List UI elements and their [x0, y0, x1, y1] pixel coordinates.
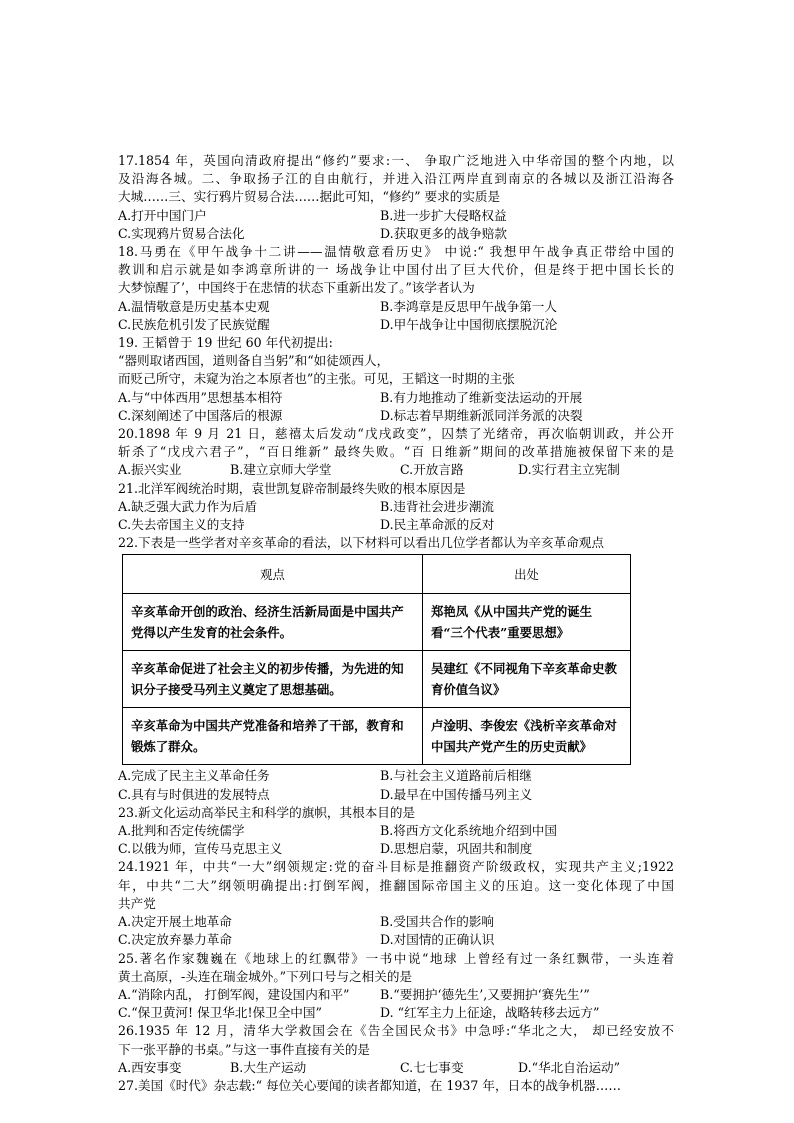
question-stem-line: 19. 王韬曾于 19 世纪 60 年代初提出: [118, 335, 333, 351]
answer-options [118, 822, 674, 858]
option-c: C.“保卫黄河! 保卫华北!保卫全中国” [118, 1005, 322, 1021]
table-header-source: 出处 [423, 555, 631, 594]
question-stem-line: 斩杀了“戊戌六君子”，“百日维新” 最终失败。“百 日维新”期间的改革措施被保留下来的是 [118, 444, 674, 460]
option-b: B.进一步扩大侵略权益 [380, 207, 507, 223]
option-b: B.大生产运动 [230, 1059, 307, 1075]
question-26 [118, 1022, 674, 1077]
question-24 [118, 858, 674, 949]
option-a: A.“消除内乱， 打倒军阀，建设国内和平” [118, 986, 350, 1002]
option-d: D.最早在中国传播马列主义 [380, 786, 533, 802]
option-b: B.将西方文化系统地介绍到中国 [380, 823, 557, 839]
question-stem-line: 21.北洋军阀统治时期，袁世凯复辟帝制最终失败的根本原因是 [118, 480, 466, 496]
question-stem-line: 22.下表是一些学者对辛亥革命的看法，以下材料可以看出几位学者都认为辛亥革命观点 [118, 535, 604, 551]
answer-options [118, 767, 674, 803]
question-stem-line: 20.1898 年 9 月 21 日，慈禧太后发动“戊戌政变”，囚禁了光绪帝，再次临朝训政，并公开 [118, 426, 674, 442]
table-row [123, 708, 631, 765]
answer-options [118, 986, 674, 1022]
option-b: B.与社会主义道路前后相继 [380, 768, 532, 784]
question-stem-line: 及沿海各城。二、争取扬子江的自由航行，并进入沿江两岸直到南京的各城以及浙江沿海各 [118, 171, 674, 187]
option-a: A.振兴实业 [118, 462, 182, 478]
answer-options [118, 498, 674, 534]
option-c: C.深刻阐述了中国落后的根源 [118, 407, 283, 423]
option-a: A.打开中国门户 [118, 207, 207, 223]
question-stem-line: 23.新文化运动高举民主和科学的旗帜，其根本目的是 [118, 804, 416, 820]
viewpoint-table [122, 554, 631, 765]
option-d: D.思想启蒙，巩固共和制度 [380, 841, 533, 857]
option-d: D.对国情的正确认识 [380, 932, 495, 948]
answer-options [118, 913, 674, 949]
question-stem-line: “器则取诸西国，道则备自当躬”和“如徒颂西人， [118, 353, 390, 369]
question-18 [118, 243, 674, 334]
question-stem-line: 17.1854 年，英国向清政府提出“修约”要求:一、 争取广泛地进入中华帝国的整个内地，以 [118, 153, 674, 168]
option-b: B.李鸿章是反思甲午战争第一人 [380, 298, 557, 314]
option-a: A.与“中体西用”思想基本相符 [118, 389, 283, 405]
answer-options [118, 461, 674, 479]
question-stem-line: 而贬己所守，未窥为治之本原者也”的主张。可见，王韬这一时期的主张 [118, 371, 515, 387]
question-stem-line: 下一张平静的书桌。”与这一事件直接有关的是 [118, 1041, 371, 1057]
option-d: D.“华北自治运动” [518, 1059, 621, 1075]
option-a: A.完成了民主主义革命任务 [118, 768, 270, 784]
option-a: A.决定开展土地革命 [118, 914, 232, 930]
table-cell-source: 卢淦明、李俊宏《浅析辛亥革命对中国共产党产生的历史贡献》 [423, 708, 631, 765]
answer-options [118, 207, 674, 243]
option-b: B.“要拥护‘德先生’,又要拥护‘赛先生’” [380, 986, 590, 1002]
option-d: D.甲午战争让中国彻底摆脱沉沦 [380, 316, 558, 332]
table-header-viewpoint: 观点 [123, 555, 423, 594]
question-stem-line: 大城……三、实行鸦片贸易合法……据此可知，“修约” 要求的实质是 [118, 189, 501, 205]
option-c: C.七七事变 [400, 1059, 464, 1075]
option-b: B.违背社会进步潮流 [380, 498, 495, 514]
answer-options [118, 1059, 674, 1077]
option-a: A.温情敬意是历史基本史观 [118, 298, 270, 314]
table-cell-source: 吴建红《不同视角下辛亥革命史教育价值刍议》 [423, 651, 631, 708]
question-17 [118, 152, 674, 243]
option-b: B.受国共合作的影响 [380, 914, 495, 930]
question-stem-line: 26.1935 年 12 月，清华大学救国会在《告全国民众书》中急呼:“华北之大， 却已经安放不 [118, 1023, 674, 1039]
option-a: A.西安事变 [118, 1059, 182, 1075]
question-stem-line: 年，中共“二大”纲领明确提出:打倒军阀，推翻国际帝国主义的压迫。这一变化体现了中国 [118, 877, 674, 893]
question-stem-line: 25.著名作家魏巍在《地球上的红飘带》一书中说“地球 上曾经有过一条红飘带，一头连着 [118, 950, 674, 966]
answer-options [118, 389, 674, 425]
table-header-row [123, 555, 631, 594]
question-stem-line: 教训和启示就是如李鸿章所讲的一 场战争让中国付出了巨大代价，但是终于把中国长长的 [118, 262, 674, 278]
option-c: C.以俄为师，宣传马克思主义 [118, 841, 283, 857]
table-row [123, 651, 631, 708]
question-21 [118, 480, 674, 535]
option-d: D. “红军主力上征途，战略转移去远方” [380, 1005, 600, 1021]
question-25 [118, 950, 674, 1023]
option-d: D.实行君主立宪制 [518, 462, 620, 478]
table-cell-viewpoint: 辛亥革命为中国共产党准备和培养了干部，教育和锻炼了群众。 [123, 708, 423, 765]
question-stem-line: 27.美国《时代》杂志载:“ 每位关心要闻的读者都知道，在 1937 年，日本的战争机器…… [118, 1077, 621, 1093]
option-d: D.标志着早期维新派同洋务派的决裂 [380, 407, 583, 423]
table-cell-viewpoint: 辛亥革命开创的政治、经济生活新局面是中国共产党得以产生发育的社会条件。 [123, 594, 423, 651]
option-c: C.开放言路 [400, 462, 464, 478]
question-stem-line: 共产党 [118, 895, 156, 911]
question-27 [118, 1077, 674, 1095]
option-c: C.实现鸦片贸易合法化 [118, 225, 245, 241]
option-a: A.批判和否定传统儒学 [118, 823, 245, 839]
question-19 [118, 334, 674, 425]
question-20 [118, 425, 674, 480]
question-23 [118, 804, 674, 859]
option-c: C.决定放弃暴力革命 [118, 932, 232, 948]
question-stem-line: 18.马勇在《甲午战争十二讲——温情敬意看历史》 中说:“ 我想甲午战争真正带给中国的 [118, 244, 674, 260]
answer-options [118, 298, 674, 334]
option-c: C.失去帝国主义的支持 [118, 517, 245, 533]
option-c: C.具有与时俱进的发展特点 [118, 786, 270, 802]
question-stem-line: 黄土高原，-头连在瑞金城外。”下列口号与之相关的是 [118, 968, 413, 984]
option-b: B.建立京师大学堂 [230, 462, 332, 478]
option-c: C.民族危机引发了民族觉醒 [118, 316, 270, 332]
question-22 [118, 534, 674, 804]
table-cell-source: 郑艳凤《从中国共产党的诞生看“三个代表”重要思想》 [423, 594, 631, 651]
option-a: A.缺乏强大武力作为后盾 [118, 498, 258, 514]
table-cell-viewpoint: 辛亥革命促进了社会主义的初步传播，为先进的知识分子接受马列主义奠定了思想基础。 [123, 651, 423, 708]
question-stem-line: 大梦惊醒了’，中国终于在悲情的状态下重新出发了。”该学者认为 [118, 280, 475, 296]
question-stem-line: 24.1921 年，中共“一大”纲领规定:党的奋斗目标是推翻资产阶级政权，实现共产主义;1922 [118, 859, 674, 875]
option-b: B.有力地推动了维新变法运动的开展 [380, 389, 583, 405]
table-row [123, 594, 631, 651]
option-d: D.民主革命派的反对 [380, 517, 495, 533]
option-d: D.获取更多的战争赔款 [380, 225, 507, 241]
exam-page [118, 152, 674, 1095]
